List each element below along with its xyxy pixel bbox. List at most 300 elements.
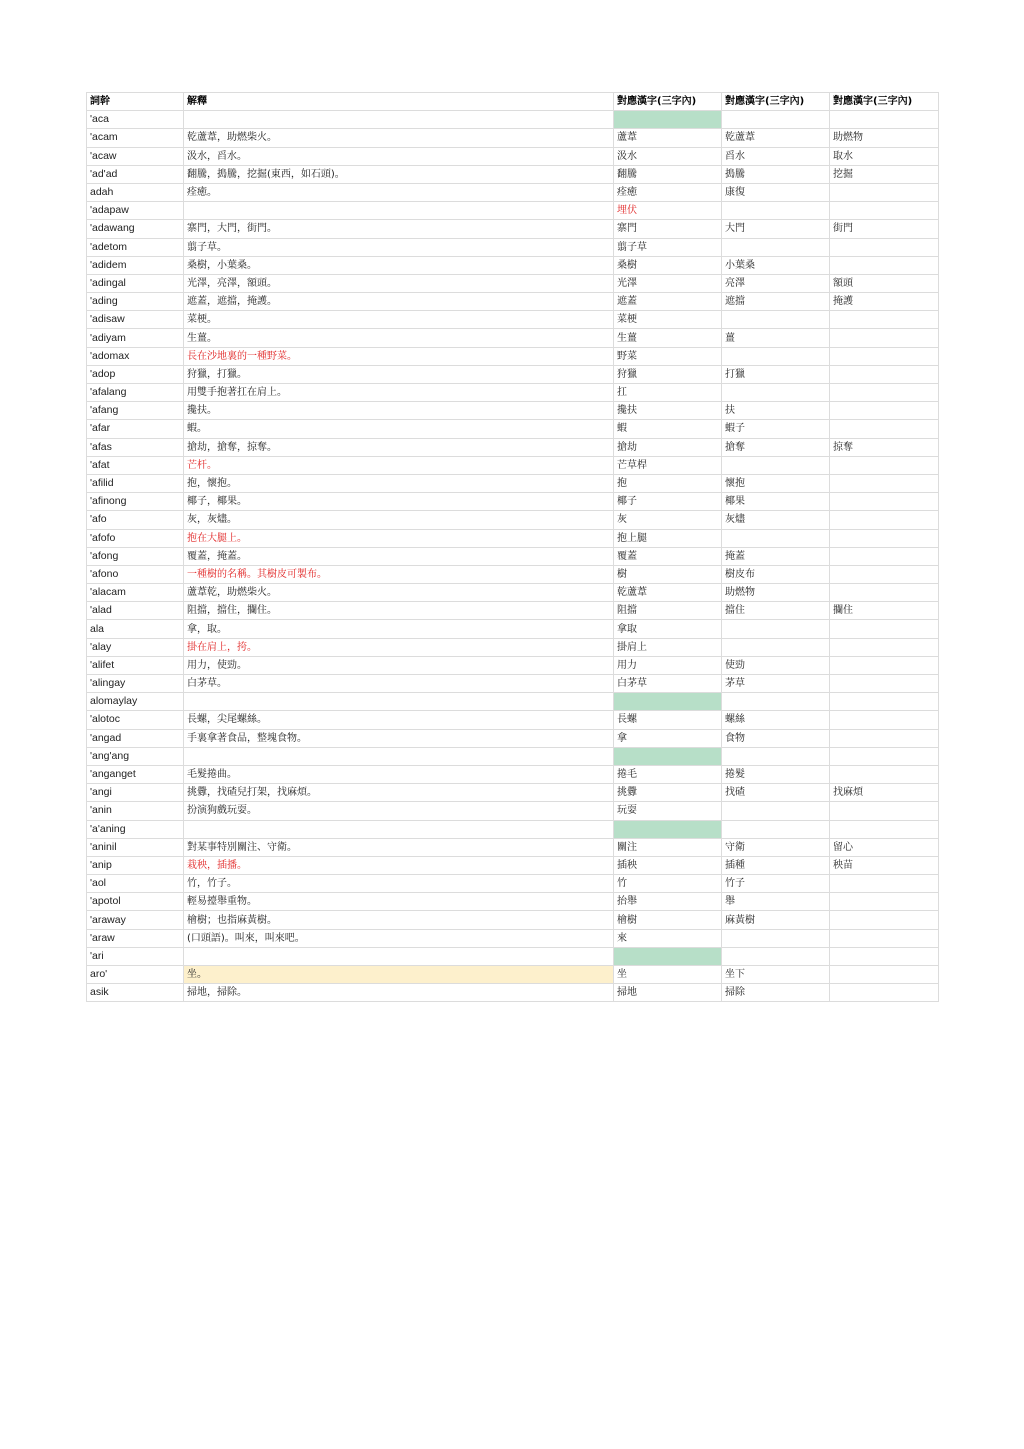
table-row xyxy=(87,620,939,638)
hanzi-2-cell: 螺絲 xyxy=(722,711,830,729)
stem-cell: adah xyxy=(87,183,184,201)
definition-cell: 白茅草。 xyxy=(184,675,614,693)
hanzi-3-cell xyxy=(830,420,939,438)
definition-cell: 毛髮捲曲。 xyxy=(184,765,614,783)
hanzi-2-cell: 搶奪 xyxy=(722,438,830,456)
definition-cell xyxy=(184,947,614,965)
definition-cell: 乾蘆葦，助燃柴火。 xyxy=(184,129,614,147)
stem-cell: 'adomax xyxy=(87,347,184,365)
hanzi-2-cell: 蝦子 xyxy=(722,420,830,438)
table-row xyxy=(87,311,939,329)
definition-cell: 搶劫，搶奪，掠奪。 xyxy=(184,438,614,456)
table-row xyxy=(87,129,939,147)
stem-cell: 'ad'ad xyxy=(87,165,184,183)
table-row xyxy=(87,183,939,201)
definition-cell: 狩獵，打獵。 xyxy=(184,365,614,383)
hanzi-2-cell: 掃除 xyxy=(722,984,830,1002)
header-stem: 詞幹 xyxy=(87,93,184,111)
definition-cell: 蘆葦乾，助燃柴火。 xyxy=(184,584,614,602)
hanzi-1-cell: 野菜 xyxy=(614,347,722,365)
hanzi-3-cell: 助燃物 xyxy=(830,129,939,147)
hanzi-2-cell: 守衛 xyxy=(722,838,830,856)
spreadsheet-page xyxy=(86,92,938,1002)
stem-cell: 'aninil xyxy=(87,838,184,856)
table-row xyxy=(87,329,939,347)
definition-cell: 手裏拿著食品，整塊食物。 xyxy=(184,729,614,747)
hanzi-3-cell xyxy=(830,493,939,511)
hanzi-1-cell: 搶劫 xyxy=(614,438,722,456)
stem-cell: 'alingay xyxy=(87,675,184,693)
definition-cell: 遮蓋，遮擋，掩護。 xyxy=(184,293,614,311)
hanzi-2-cell: 竹子 xyxy=(722,875,830,893)
stem-cell: 'adidem xyxy=(87,256,184,274)
table-row xyxy=(87,984,939,1002)
hanzi-1-cell xyxy=(614,693,722,711)
hanzi-3-cell xyxy=(830,656,939,674)
table-row xyxy=(87,147,939,165)
hanzi-1-cell: 抬舉 xyxy=(614,893,722,911)
hanzi-1-cell: 捲毛 xyxy=(614,765,722,783)
hanzi-2-cell: 搗騰 xyxy=(722,165,830,183)
table-row xyxy=(87,820,939,838)
hanzi-1-cell: 扛 xyxy=(614,384,722,402)
table-row xyxy=(87,584,939,602)
hanzi-2-cell: 小葉桑 xyxy=(722,256,830,274)
hanzi-3-cell: 找麻煩 xyxy=(830,784,939,802)
hanzi-1-cell: 狩獵 xyxy=(614,365,722,383)
stem-cell: 'angi xyxy=(87,784,184,802)
hanzi-1-cell: 椰子 xyxy=(614,493,722,511)
hanzi-3-cell xyxy=(830,875,939,893)
hanzi-1-cell: 插秧 xyxy=(614,856,722,874)
hanzi-2-cell: 找碴 xyxy=(722,784,830,802)
hanzi-2-cell xyxy=(722,820,830,838)
hanzi-3-cell xyxy=(830,183,939,201)
stem-cell: 'adisaw xyxy=(87,311,184,329)
table-row xyxy=(87,220,939,238)
definition-cell: 對某事特別關注、守衛。 xyxy=(184,838,614,856)
stem-cell: 'alay xyxy=(87,638,184,656)
hanzi-2-cell xyxy=(722,111,830,129)
definition-cell xyxy=(184,747,614,765)
dictionary-table xyxy=(86,92,939,1002)
table-row xyxy=(87,711,939,729)
hanzi-3-cell xyxy=(830,365,939,383)
definition-cell xyxy=(184,820,614,838)
stem-cell: 'angad xyxy=(87,729,184,747)
hanzi-2-cell: 扶 xyxy=(722,402,830,420)
definition-cell: 覆蓋，掩蓋。 xyxy=(184,547,614,565)
table-body xyxy=(87,111,939,1002)
definition-cell: (口頭語)。叫來，叫來吧。 xyxy=(184,929,614,947)
hanzi-1-cell: 抱 xyxy=(614,474,722,492)
hanzi-2-cell xyxy=(722,638,830,656)
hanzi-1-cell: 竹 xyxy=(614,875,722,893)
hanzi-3-cell: 秧苗 xyxy=(830,856,939,874)
hanzi-2-cell: 椰果 xyxy=(722,493,830,511)
hanzi-2-cell: 康復 xyxy=(722,183,830,201)
definition-cell: 栽秧，插播。 xyxy=(184,856,614,874)
table-row xyxy=(87,638,939,656)
hanzi-3-cell xyxy=(830,402,939,420)
hanzi-2-cell xyxy=(722,747,830,765)
hanzi-1-cell xyxy=(614,111,722,129)
stem-cell: 'araway xyxy=(87,911,184,929)
definition-cell: 蝦。 xyxy=(184,420,614,438)
hanzi-2-cell xyxy=(722,802,830,820)
stem-cell: 'a'aning xyxy=(87,820,184,838)
hanzi-3-cell: 街門 xyxy=(830,220,939,238)
table-row xyxy=(87,838,939,856)
hanzi-3-cell xyxy=(830,202,939,220)
header-hanzi-2: 對應漢字(三字內) xyxy=(722,93,830,111)
hanzi-1-cell: 玩耍 xyxy=(614,802,722,820)
hanzi-3-cell xyxy=(830,256,939,274)
stem-cell: 'araw xyxy=(87,929,184,947)
hanzi-1-cell: 樹 xyxy=(614,565,722,583)
hanzi-2-cell: 遮擋 xyxy=(722,293,830,311)
hanzi-1-cell: 生薑 xyxy=(614,329,722,347)
hanzi-3-cell xyxy=(830,729,939,747)
hanzi-3-cell xyxy=(830,711,939,729)
hanzi-2-cell: 麻黃樹 xyxy=(722,911,830,929)
definition-cell: 竹，竹子。 xyxy=(184,875,614,893)
table-row xyxy=(87,875,939,893)
hanzi-1-cell xyxy=(614,747,722,765)
hanzi-1-cell: 汲水 xyxy=(614,147,722,165)
definition-cell: 一種樹的名稱。其樹皮可製布。 xyxy=(184,565,614,583)
hanzi-2-cell: 打獵 xyxy=(722,365,830,383)
stem-cell: 'afat xyxy=(87,456,184,474)
definition-cell xyxy=(184,202,614,220)
hanzi-2-cell xyxy=(722,529,830,547)
stem-cell: 'adingal xyxy=(87,274,184,292)
table-row xyxy=(87,347,939,365)
definition-cell: 長在沙地裏的一種野菜。 xyxy=(184,347,614,365)
hanzi-3-cell: 掠奪 xyxy=(830,438,939,456)
hanzi-2-cell xyxy=(722,311,830,329)
hanzi-1-cell: 阻擋 xyxy=(614,602,722,620)
hanzi-2-cell: 薑 xyxy=(722,329,830,347)
hanzi-1-cell xyxy=(614,947,722,965)
header-hanzi-1: 對應漢字(三字內) xyxy=(614,93,722,111)
stem-cell: 'adawang xyxy=(87,220,184,238)
stem-cell: 'alacam xyxy=(87,584,184,602)
definition-cell xyxy=(184,111,614,129)
hanzi-3-cell xyxy=(830,565,939,583)
table-row xyxy=(87,365,939,383)
hanzi-3-cell xyxy=(830,802,939,820)
definition-cell: 攙扶。 xyxy=(184,402,614,420)
hanzi-2-cell xyxy=(722,693,830,711)
definition-cell: 輕易擡舉重物。 xyxy=(184,893,614,911)
hanzi-1-cell: 埋伏 xyxy=(614,202,722,220)
table-row xyxy=(87,165,939,183)
table-row xyxy=(87,493,939,511)
hanzi-1-cell: 來 xyxy=(614,929,722,947)
hanzi-2-cell xyxy=(722,238,830,256)
hanzi-2-cell: 捲髮 xyxy=(722,765,830,783)
hanzi-2-cell: 舉 xyxy=(722,893,830,911)
hanzi-2-cell: 灰燼 xyxy=(722,511,830,529)
definition-cell: 桑樹，小葉桑。 xyxy=(184,256,614,274)
stem-cell: 'anganget xyxy=(87,765,184,783)
stem-cell: 'afong xyxy=(87,547,184,565)
table-row xyxy=(87,675,939,693)
hanzi-3-cell xyxy=(830,929,939,947)
hanzi-1-cell: 掃地 xyxy=(614,984,722,1002)
hanzi-3-cell xyxy=(830,966,939,984)
table-row xyxy=(87,656,939,674)
stem-cell: ala xyxy=(87,620,184,638)
hanzi-1-cell: 菜梗 xyxy=(614,311,722,329)
hanzi-2-cell: 插種 xyxy=(722,856,830,874)
hanzi-1-cell: 乾蘆葦 xyxy=(614,584,722,602)
hanzi-3-cell xyxy=(830,947,939,965)
hanzi-2-cell: 懷抱 xyxy=(722,474,830,492)
definition-cell: 掛在肩上，挎。 xyxy=(184,638,614,656)
hanzi-2-cell xyxy=(722,347,830,365)
definition-cell: 汲水，舀水。 xyxy=(184,147,614,165)
hanzi-3-cell xyxy=(830,529,939,547)
table-row xyxy=(87,384,939,402)
hanzi-2-cell: 茅草 xyxy=(722,675,830,693)
definition-cell: 掃地，掃除。 xyxy=(184,984,614,1002)
hanzi-3-cell xyxy=(830,765,939,783)
definition-cell: 用力，使勁。 xyxy=(184,656,614,674)
table-row xyxy=(87,693,939,711)
stem-cell: 'ading xyxy=(87,293,184,311)
hanzi-1-cell: 桑樹 xyxy=(614,256,722,274)
stem-cell: 'anip xyxy=(87,856,184,874)
table-row xyxy=(87,256,939,274)
hanzi-2-cell: 使勁 xyxy=(722,656,830,674)
definition-cell: 痊癒。 xyxy=(184,183,614,201)
definition-cell: 光澤，亮澤，額頭。 xyxy=(184,274,614,292)
table-row xyxy=(87,784,939,802)
table-row xyxy=(87,565,939,583)
hanzi-2-cell xyxy=(722,929,830,947)
table-row xyxy=(87,947,939,965)
table-row xyxy=(87,438,939,456)
table-row xyxy=(87,511,939,529)
hanzi-1-cell: 檜樹 xyxy=(614,911,722,929)
hanzi-1-cell: 光澤 xyxy=(614,274,722,292)
hanzi-1-cell: 攙扶 xyxy=(614,402,722,420)
hanzi-3-cell xyxy=(830,474,939,492)
definition-cell: 阻擋，擋住，攔住。 xyxy=(184,602,614,620)
stem-cell: 'afo xyxy=(87,511,184,529)
table-row xyxy=(87,420,939,438)
hanzi-1-cell: 翻騰 xyxy=(614,165,722,183)
stem-cell: 'alad xyxy=(87,602,184,620)
hanzi-3-cell xyxy=(830,693,939,711)
stem-cell: asik xyxy=(87,984,184,1002)
table-row xyxy=(87,474,939,492)
hanzi-2-cell: 擋住 xyxy=(722,602,830,620)
table-row xyxy=(87,274,939,292)
definition-cell: 菜梗。 xyxy=(184,311,614,329)
definition-cell: 拿，取。 xyxy=(184,620,614,638)
hanzi-1-cell: 白茅草 xyxy=(614,675,722,693)
hanzi-3-cell xyxy=(830,329,939,347)
definition-cell: 芒杆。 xyxy=(184,456,614,474)
hanzi-3-cell xyxy=(830,238,939,256)
stem-cell: 'anin xyxy=(87,802,184,820)
hanzi-2-cell: 亮澤 xyxy=(722,274,830,292)
hanzi-2-cell: 乾蘆葦 xyxy=(722,129,830,147)
table-row xyxy=(87,529,939,547)
definition-cell: 檜樹；也指麻黃樹。 xyxy=(184,911,614,929)
hanzi-1-cell: 掛肩上 xyxy=(614,638,722,656)
table-row xyxy=(87,911,939,929)
hanzi-1-cell: 痊癒 xyxy=(614,183,722,201)
stem-cell: 'adetom xyxy=(87,238,184,256)
hanzi-3-cell: 掩護 xyxy=(830,293,939,311)
hanzi-3-cell: 額頭 xyxy=(830,274,939,292)
definition-cell: 挑釁，找碴兒打架，找麻煩。 xyxy=(184,784,614,802)
hanzi-3-cell xyxy=(830,620,939,638)
stem-cell: 'afilid xyxy=(87,474,184,492)
stem-cell: 'afas xyxy=(87,438,184,456)
table-row xyxy=(87,111,939,129)
hanzi-3-cell xyxy=(830,584,939,602)
definition-cell: 灰，灰燼。 xyxy=(184,511,614,529)
definition-cell: 扮演狗戲玩耍。 xyxy=(184,802,614,820)
table-row xyxy=(87,402,939,420)
stem-cell: 'afinong xyxy=(87,493,184,511)
stem-cell: 'afono xyxy=(87,565,184,583)
table-row xyxy=(87,202,939,220)
hanzi-3-cell: 攔住 xyxy=(830,602,939,620)
hanzi-3-cell xyxy=(830,511,939,529)
definition-cell: 寨門，大門，街門。 xyxy=(184,220,614,238)
hanzi-1-cell: 拿取 xyxy=(614,620,722,638)
hanzi-3-cell xyxy=(830,747,939,765)
table-row xyxy=(87,929,939,947)
table-row xyxy=(87,893,939,911)
hanzi-2-cell: 掩蓋 xyxy=(722,547,830,565)
hanzi-3-cell xyxy=(830,456,939,474)
hanzi-2-cell xyxy=(722,456,830,474)
hanzi-2-cell: 助燃物 xyxy=(722,584,830,602)
stem-cell: 'afar xyxy=(87,420,184,438)
stem-cell: 'ari xyxy=(87,947,184,965)
stem-cell: 'apotol xyxy=(87,893,184,911)
hanzi-3-cell xyxy=(830,311,939,329)
stem-cell: alomaylay xyxy=(87,693,184,711)
hanzi-1-cell: 寨門 xyxy=(614,220,722,238)
stem-cell: 'aca xyxy=(87,111,184,129)
hanzi-1-cell: 挑釁 xyxy=(614,784,722,802)
definition-cell: 用雙手抱著扛在肩上。 xyxy=(184,384,614,402)
header-row xyxy=(87,93,939,111)
table-row xyxy=(87,765,939,783)
hanzi-1-cell: 翦子草 xyxy=(614,238,722,256)
table-row xyxy=(87,802,939,820)
definition-cell: 翻騰，搗騰，挖掘(東西，如石頭)。 xyxy=(184,165,614,183)
table-row xyxy=(87,547,939,565)
stem-cell: 'adiyam xyxy=(87,329,184,347)
definition-cell: 坐。 xyxy=(184,966,614,984)
hanzi-1-cell: 長螺 xyxy=(614,711,722,729)
definition-cell: 抱，懷抱。 xyxy=(184,474,614,492)
hanzi-2-cell: 舀水 xyxy=(722,147,830,165)
definition-cell: 抱在大腿上。 xyxy=(184,529,614,547)
hanzi-2-cell xyxy=(722,620,830,638)
hanzi-3-cell xyxy=(830,347,939,365)
hanzi-3-cell xyxy=(830,820,939,838)
table-row xyxy=(87,456,939,474)
hanzi-3-cell: 取水 xyxy=(830,147,939,165)
hanzi-3-cell xyxy=(830,638,939,656)
hanzi-1-cell: 抱上腿 xyxy=(614,529,722,547)
definition-cell xyxy=(184,693,614,711)
stem-cell: 'aol xyxy=(87,875,184,893)
hanzi-1-cell: 芒草桿 xyxy=(614,456,722,474)
hanzi-2-cell: 食物 xyxy=(722,729,830,747)
header-hanzi-3: 對應漢字(三字內) xyxy=(830,93,939,111)
definition-cell: 椰子，椰果。 xyxy=(184,493,614,511)
table-row xyxy=(87,747,939,765)
definition-cell: 翦子草。 xyxy=(184,238,614,256)
hanzi-3-cell: 挖掘 xyxy=(830,165,939,183)
hanzi-1-cell: 覆蓋 xyxy=(614,547,722,565)
hanzi-2-cell: 大門 xyxy=(722,220,830,238)
stem-cell: 'acaw xyxy=(87,147,184,165)
hanzi-1-cell: 遮蓋 xyxy=(614,293,722,311)
table-row xyxy=(87,602,939,620)
stem-cell: 'alifet xyxy=(87,656,184,674)
stem-cell: 'afofo xyxy=(87,529,184,547)
hanzi-1-cell xyxy=(614,820,722,838)
stem-cell: 'acam xyxy=(87,129,184,147)
hanzi-1-cell: 蝦 xyxy=(614,420,722,438)
hanzi-3-cell xyxy=(830,984,939,1002)
table-row xyxy=(87,856,939,874)
table-row xyxy=(87,293,939,311)
definition-cell: 長螺，尖尾螺絲。 xyxy=(184,711,614,729)
stem-cell: 'afalang xyxy=(87,384,184,402)
hanzi-1-cell: 蘆葦 xyxy=(614,129,722,147)
hanzi-2-cell: 坐下 xyxy=(722,966,830,984)
hanzi-2-cell xyxy=(722,384,830,402)
stem-cell: 'alotoc xyxy=(87,711,184,729)
hanzi-2-cell: 樹皮布 xyxy=(722,565,830,583)
hanzi-3-cell: 留心 xyxy=(830,838,939,856)
hanzi-3-cell xyxy=(830,893,939,911)
definition-cell: 生薑。 xyxy=(184,329,614,347)
stem-cell: 'adop xyxy=(87,365,184,383)
hanzi-1-cell: 用力 xyxy=(614,656,722,674)
hanzi-3-cell xyxy=(830,547,939,565)
table-row xyxy=(87,966,939,984)
stem-cell: aro' xyxy=(87,966,184,984)
stem-cell: 'adapaw xyxy=(87,202,184,220)
header-definition: 解釋 xyxy=(184,93,614,111)
hanzi-2-cell xyxy=(722,202,830,220)
hanzi-3-cell xyxy=(830,911,939,929)
table-row xyxy=(87,238,939,256)
hanzi-2-cell xyxy=(722,947,830,965)
hanzi-3-cell xyxy=(830,111,939,129)
stem-cell: 'afang xyxy=(87,402,184,420)
stem-cell: 'ang'ang xyxy=(87,747,184,765)
table-row xyxy=(87,729,939,747)
hanzi-3-cell xyxy=(830,384,939,402)
hanzi-3-cell xyxy=(830,675,939,693)
hanzi-1-cell: 坐 xyxy=(614,966,722,984)
